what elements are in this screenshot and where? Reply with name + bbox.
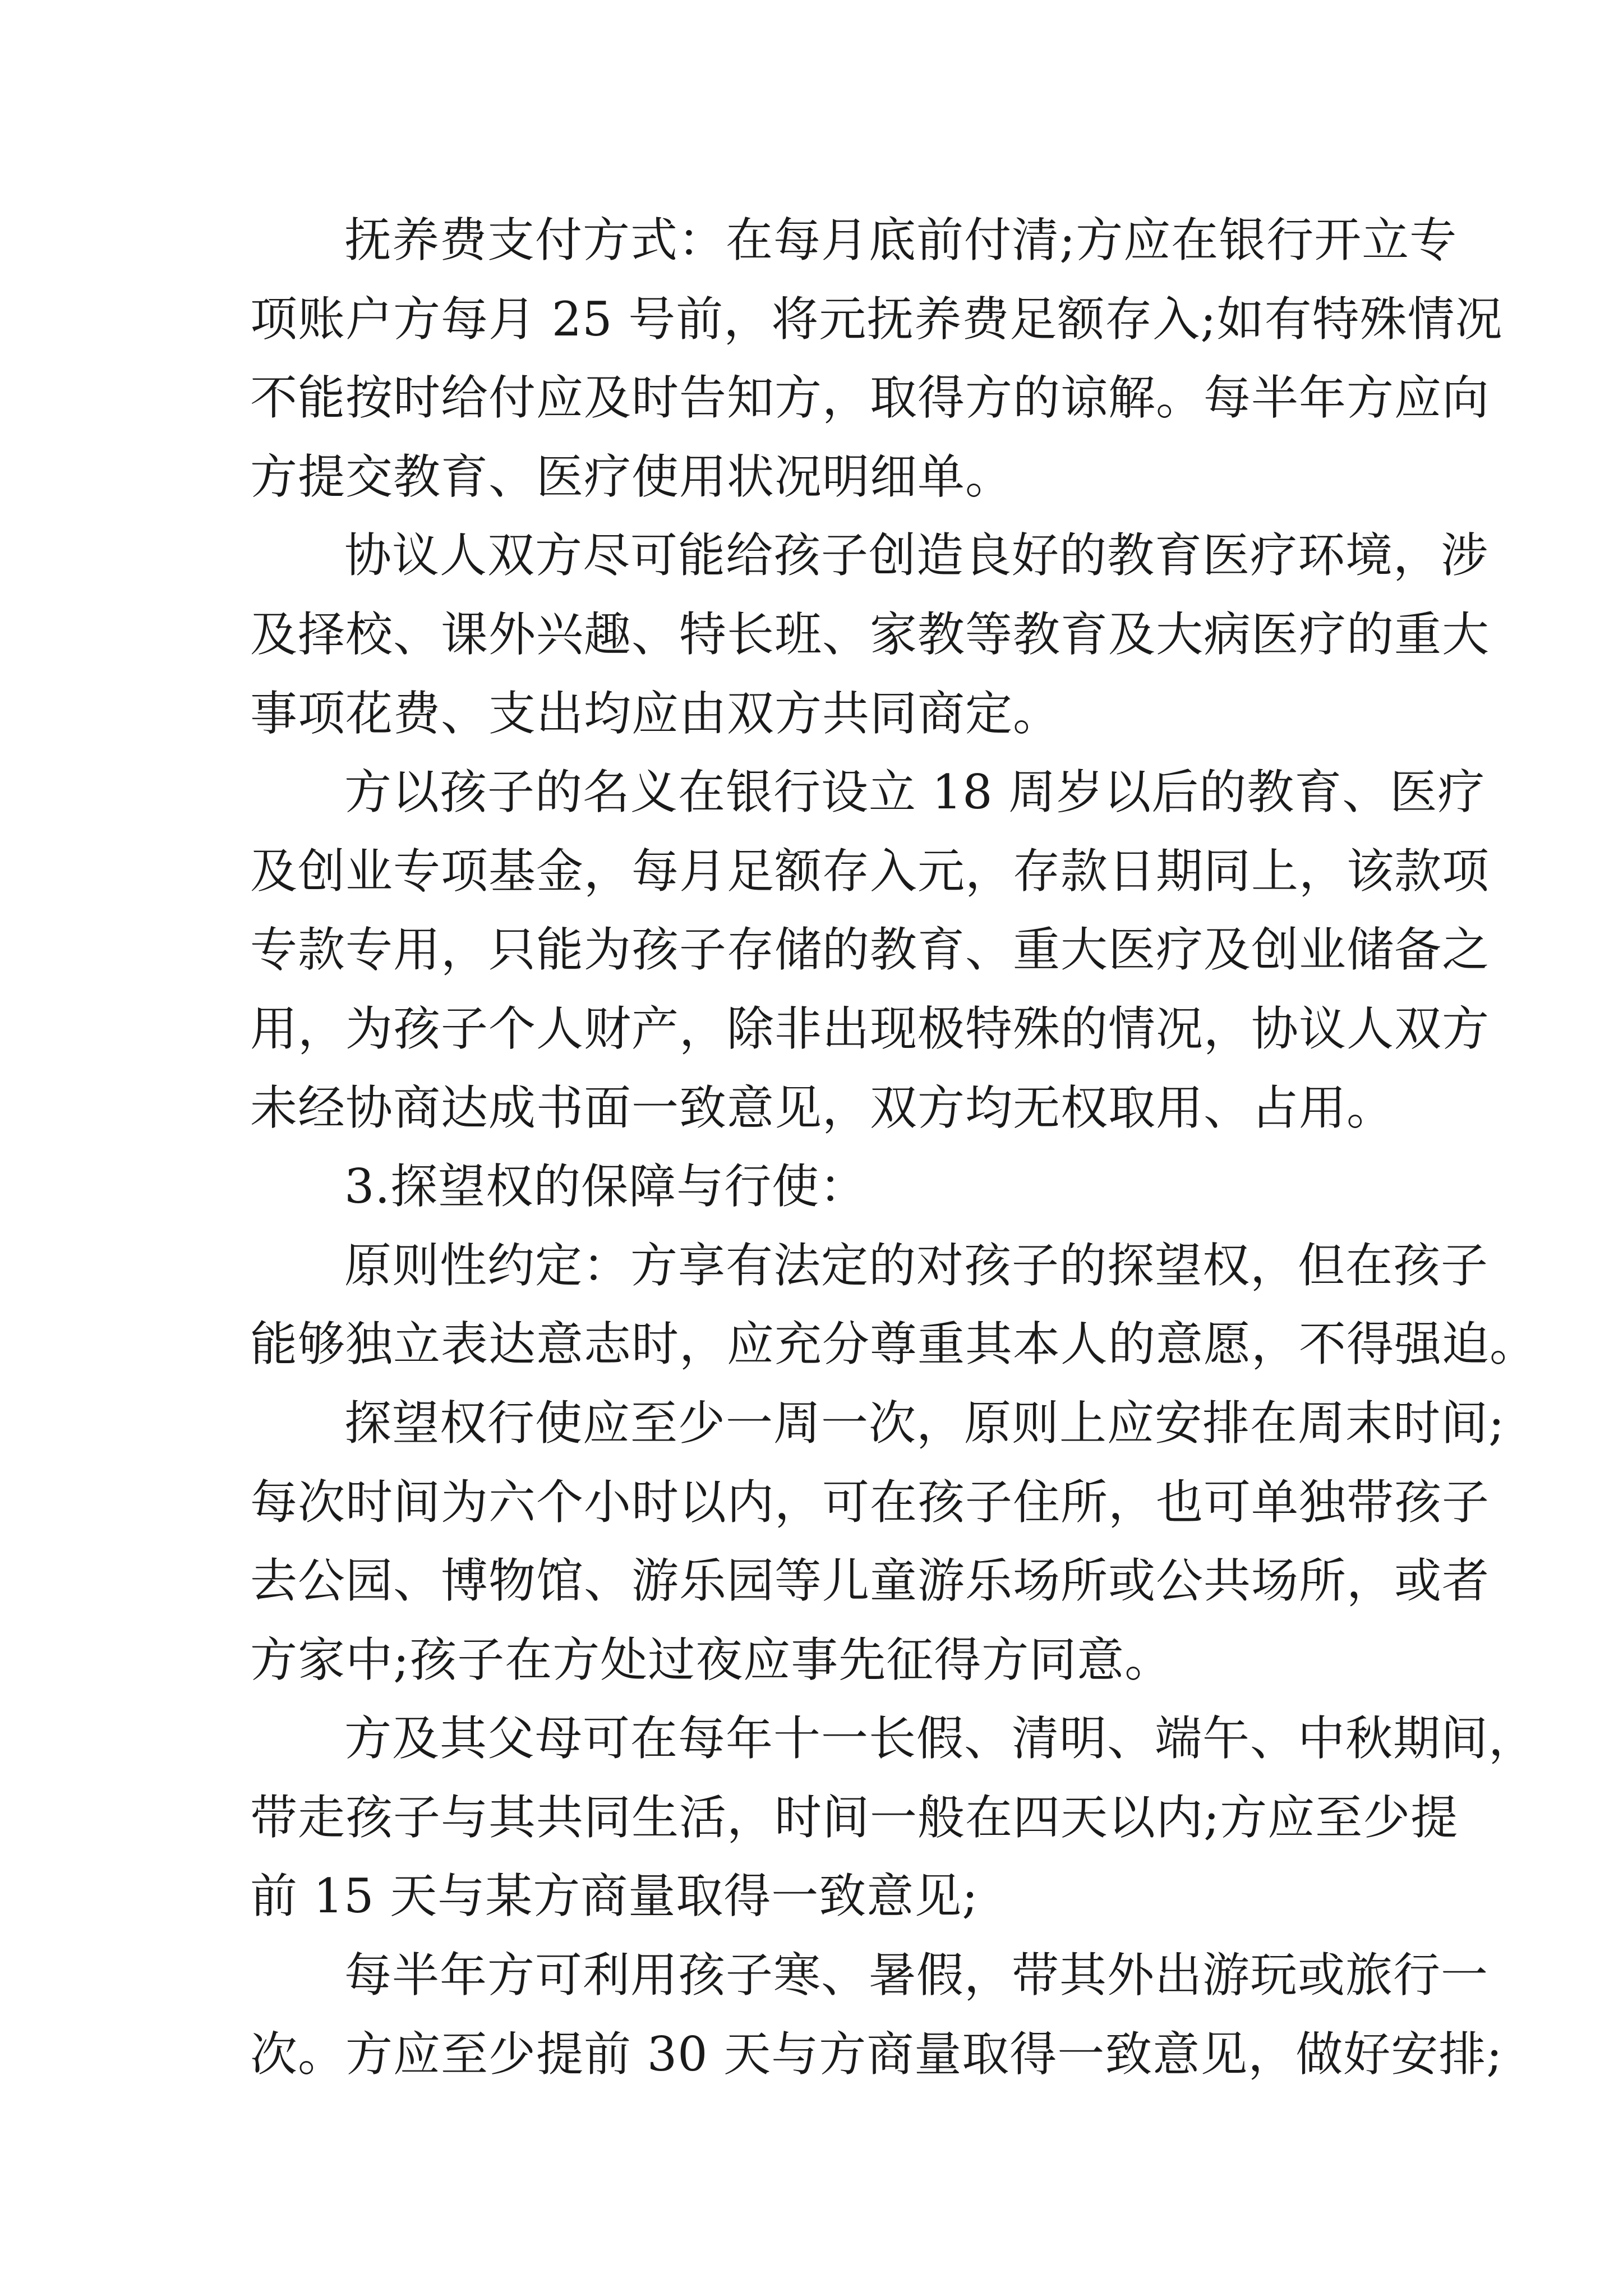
text-line: 方及其父母可在每年十一长假、清明、端午、中秋期间， (344, 1711, 1537, 1766)
text-line: 去公园、博物馆、游乐园等儿童游乐场所或公共场所，或者 (250, 1553, 1490, 1609)
paragraph-support-payment (250, 201, 1503, 516)
paragraph-education-medical (250, 516, 1490, 753)
text-line: 抚养费支付方式：在每月底前付清;方应在银行开立专 (344, 213, 1458, 268)
text-line: 方家中;孩子在方处过夜应事先征得方同意。 (250, 1632, 1173, 1687)
text-line: 及择校、课外兴趣、特长班、家教等教育及大病医疗的重大 (250, 606, 1490, 662)
section-heading-visitation (250, 1147, 1383, 1226)
paragraph-holiday-visit (250, 1699, 1537, 1936)
paragraph-principle (250, 1226, 1538, 1384)
text-line: 每次时间为六个小时以内，可在孩子住所，也可单独带孩子 (250, 1474, 1490, 1530)
text-line: 带走孩子与其共同生活，时间一般在四天以内;方应至少提 (250, 1789, 1459, 1845)
text-line: 次。方应至少提前 30 天与方商量取得一致意见，做好安排; (250, 2026, 1503, 2082)
paragraph-special-fund (250, 753, 1490, 1147)
body-text (250, 201, 1538, 2093)
text-line: 事项花费、支出均应由双方共同商定。 (250, 685, 1061, 741)
text-line: 探望权行使应至少一周一次，原则上应安排在周末时间; (344, 1395, 1505, 1451)
paragraph-vacation-travel (250, 1936, 1503, 2093)
section-heading: 3.探望权的保障与行使： (344, 1159, 868, 1214)
text-line: 用，为孩子个人财产，除非出现极特殊的情况，协议人双方 (250, 1001, 1490, 1056)
text-line: 能够独立表达意志时，应充分尊重其本人的意愿，不得强迫。 (250, 1317, 1538, 1372)
text-line: 及创业专项基金，每月足额存入元，存款日期同上，该款项 (250, 843, 1490, 899)
text-line: 每半年方可利用孩子寒、暑假，带其外出游玩或旅行一 (344, 1948, 1489, 2003)
text-line: 协议人双方尽可能给孩子创造良好的教育医疗环境，涉 (344, 528, 1489, 583)
text-line: 原则性约定：方享有法定的对孩子的探望权，但在孩子 (344, 1237, 1489, 1293)
text-line: 方以孩子的名义在银行设立 18 周岁以后的教育、医疗 (344, 765, 1486, 820)
text-line: 方提交教育、医疗使用状况明细单。 (250, 449, 1013, 504)
text-line: 前 15 天与某方商量取得一致意见; (250, 1869, 979, 1924)
paragraph-weekly-visit (250, 1384, 1505, 1699)
text-line: 未经协商达成书面一致意见，双方均无权取用、占用。 (250, 1080, 1395, 1135)
text-line: 项账户方每月 25 号前，将元抚养费足额存入;如有特殊情况 (250, 291, 1503, 347)
text-line: 专款专用，只能为孩子存储的教育、重大医疗及创业储备之 (250, 922, 1490, 978)
text-line: 不能按时给付应及时告知方，取得方的谅解。每半年方应向 (250, 370, 1490, 426)
